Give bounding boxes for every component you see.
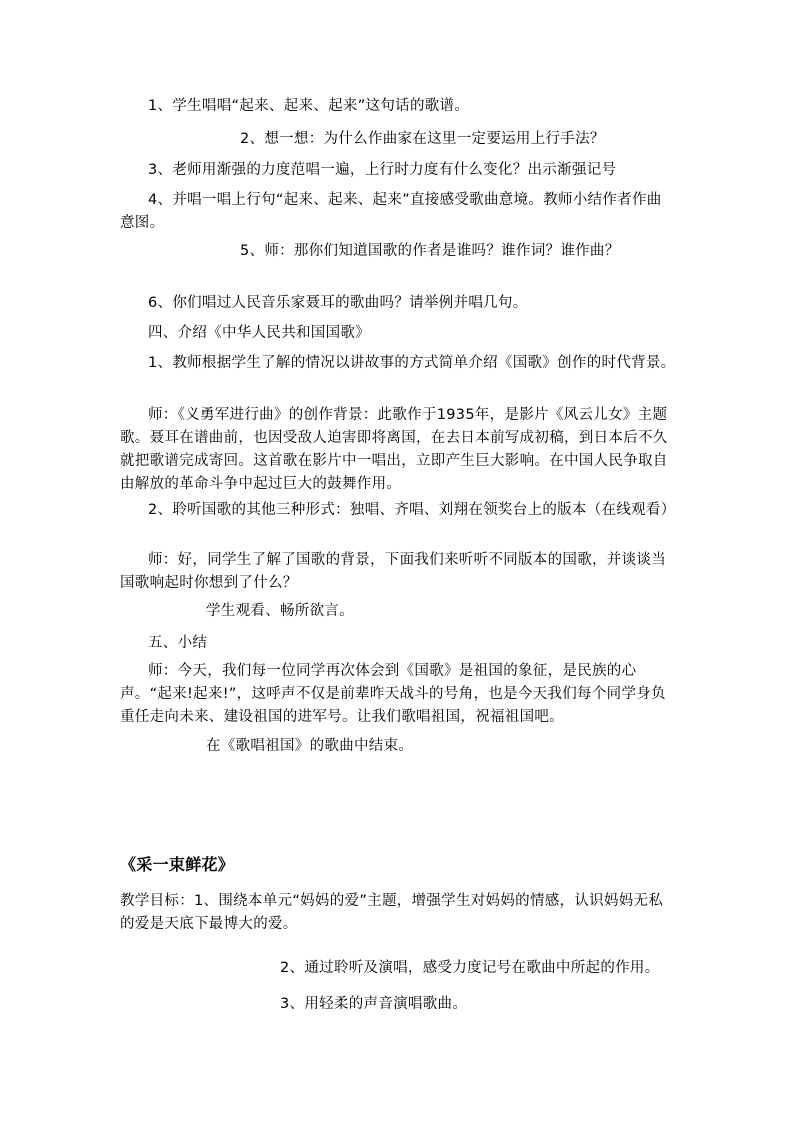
paragraph-teaching-goal-3: 3、用轻柔的声音演唱歌曲。 [280,996,468,1012]
paragraph-step-4: 4、并唱一唱上行句“起来、起来、起来”直接感受歌曲意境。教师小结作者作曲意图。 [120,192,662,231]
paragraph-step-3: 3、老师用渐强的力度范唱一遍，上行时力度有什么变化？出示渐强记号 [148,162,617,178]
paragraph-teaching-goal-2: 2、通过聆听及演唱，感受力度记号在歌曲中所起的作用。 [280,960,660,976]
section-heading-4: 四、介绍《中华人民共和国国歌》 [148,325,370,341]
section-heading-5: 五、小结 [148,635,208,651]
paragraph-teaching-goal-1: 教学目标：1、围绕本单元“妈妈的爱”主题，增强学生对妈妈的情感，认识妈妈无私的爱是天底下最博大的爱。 [120,893,664,932]
paragraph-teacher-prompt: 师：好，同学生了解了国歌的背景，下面我们来听听不同版本的国歌，并谈谈当国歌响起时你想到了什么？ [120,552,666,591]
paragraph-closing: 在《歌唱祖国》的歌曲中结束。 [206,738,414,754]
paragraph-step-6: 6、你们唱过人民音乐家聂耳的歌曲吗？请举例并唱几句。 [148,295,528,311]
paragraph-step-2: 2、想一想：为什么作曲家在这里一定要运用上行手法？ [240,131,605,147]
paragraph-background-intro: 1、教师根据学生了解的情况以讲故事的方式简单介绍《国歌》创作的时代背景。 [148,355,676,371]
paragraph-step-5: 5、师：那你们知道国歌的作者是谁吗？谁作词？谁作曲？ [240,243,620,259]
paragraph-song-background: 师：《义勇军进行曲》的创作背景：此歌作于1935年，是影片《风云儿女》主题歌。聂耳在谱曲前，也因受敌人迫害即将离国，在去日本前写成初稿，到日本后不久就把歌谱完成寄回。这首歌在影片中一唱出，立即产生巨大影响。在中国人民争取自由解放的革命斗争中起过巨大的鼓舞作用。 [120,407,668,492]
paragraph-step-1: 1、学生唱唱“起来、起来、起来”这句话的歌谱。 [148,98,470,114]
lesson-title: 《采一束鲜花》 [120,855,235,874]
paragraph-listen-versions: 2、聆听国歌的其他三种形式：独唱、齐唱、刘翔在领奖台上的版本（在线观看） [148,502,676,518]
paragraph-summary: 师：今天，我们每一位同学再次体会到《国歌》是祖国的象征，是民族的心声。“起来!起来!”，这呼声不仅是前辈昨天战斗的号角，也是今天我们每个同学身负重任走向未来、建设祖国的进军号。让我们歌唱祖国，祝福祖国吧。 [120,663,666,725]
paragraph-student-activity: 学生观看、畅所欲言。 [206,603,354,619]
